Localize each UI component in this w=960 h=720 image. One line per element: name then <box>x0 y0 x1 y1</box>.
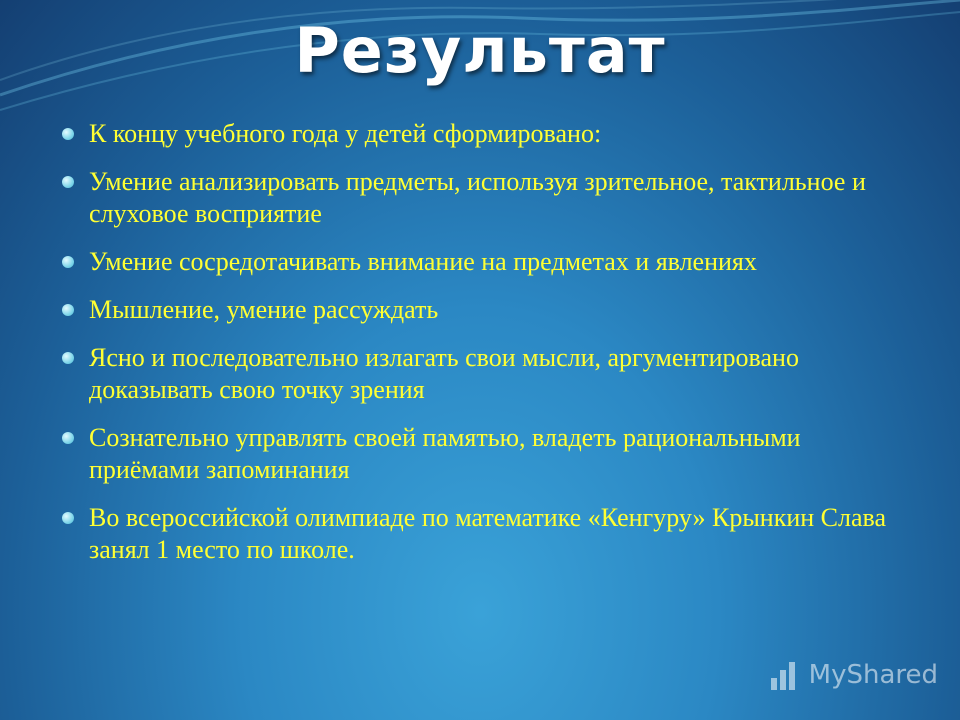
slide-title: Результат <box>294 14 666 87</box>
watermark-text: MyShared <box>808 660 938 690</box>
bullet-text: К концу учебного года у детей сформировано: <box>89 119 602 148</box>
bullet-text: Ясно и последовательно излагать свои мысли, аргументировано доказывать свою точку зрения <box>89 343 799 404</box>
bullet-item <box>62 166 902 230</box>
bullet-text: Сознательно управлять своей памятью, владеть рациональными приёмами запоминания <box>89 423 801 484</box>
bullet-item <box>62 118 902 150</box>
bullet-dot-icon <box>62 512 74 524</box>
bullet-item <box>62 342 902 406</box>
bullet-dot-icon <box>62 176 74 188</box>
bullet-text: Мышление, умение рассуждать <box>89 295 439 324</box>
bullet-list <box>62 118 902 582</box>
bullet-dot-icon <box>62 432 74 444</box>
bullet-dot-icon <box>62 304 74 316</box>
bar-chart-logo-icon <box>769 658 803 692</box>
watermark <box>769 658 938 692</box>
bullet-dot-icon <box>62 256 74 268</box>
bullet-dot-icon <box>62 128 74 140</box>
bullet-item <box>62 294 902 326</box>
bullet-text: Умение анализировать предметы, используя зрительное, тактильное и слуховое восприятие <box>89 167 866 228</box>
bullet-item <box>62 422 902 486</box>
bullet-text: Умение сосредотачивать внимание на предметах и явлениях <box>89 247 757 276</box>
bullet-item <box>62 502 902 566</box>
bullet-item <box>62 246 902 278</box>
bullet-text: Во всероссийской олимпиаде по математике «Кенгуру» Крынкин Слава занял 1 место по школе. <box>89 503 887 564</box>
bullet-dot-icon <box>62 352 74 364</box>
